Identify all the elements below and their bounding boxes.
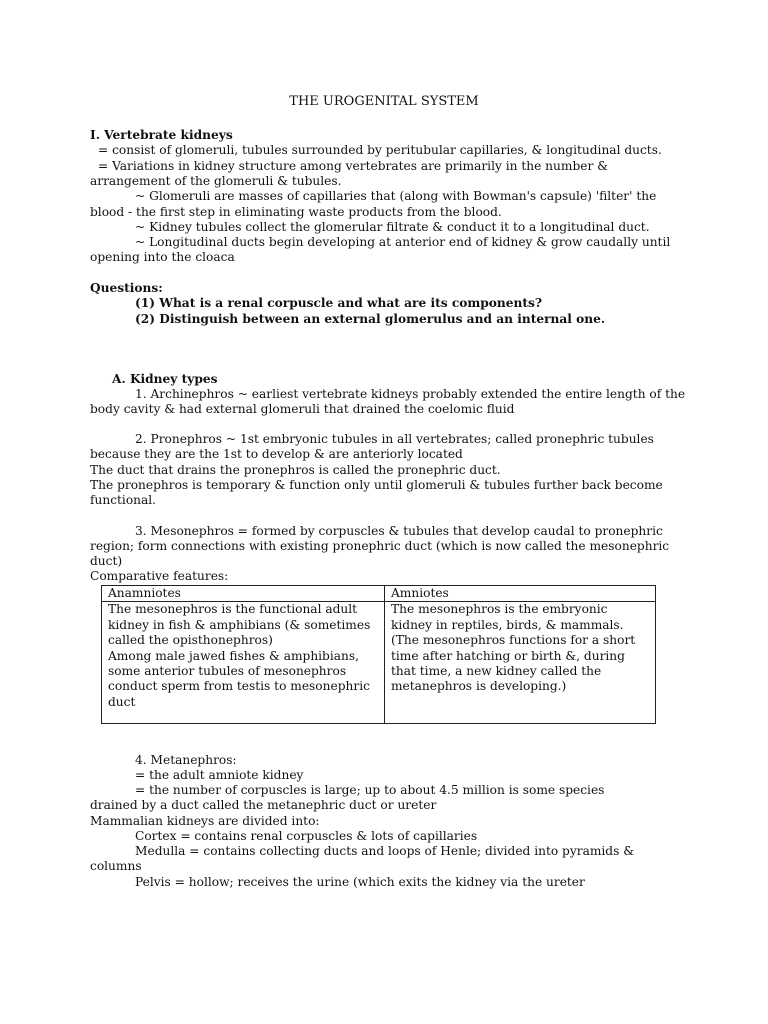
cell-line: time after hatching or birth &, during [391, 648, 625, 663]
cell-line: that time, a new kidney called the [391, 664, 602, 679]
text-line: 1. Archinephros ~ earliest vertebrate kidneys probably extended the entire length of the [135, 387, 686, 401]
text-line: The duct that drains the pronephros is called the pronephric duct. [90, 463, 501, 477]
table-header-amniotes: Amniotes [385, 586, 656, 602]
kidney-types-heading: A. Kidney types [112, 372, 218, 386]
cell-line: some anterior tubules of mesonephros [108, 664, 347, 679]
text-line: duct) [90, 554, 123, 568]
table-row [102, 602, 656, 724]
text-line: 3. Mesonephros = formed by corpuscles & tubules that develop caudal to pronephric [135, 524, 663, 538]
comparative-features-table [101, 585, 656, 724]
text-line: = consist of glomeruli, tubules surrounded by peritubular capillaries, & longitudinal ducts. [98, 143, 662, 157]
cell-line: conduct sperm from testis to mesonephric [108, 679, 370, 694]
cell-line: metanephros is developing.) [391, 679, 567, 694]
text-line: arrangement of the glomeruli & tubules. [90, 174, 342, 188]
table-header-row [102, 586, 656, 602]
text-line: columns [90, 859, 142, 873]
text-line: region; form connections with existing pronephric duct (which is now called the mesonephric [90, 539, 670, 553]
text-line: functional. [90, 493, 157, 507]
text-line: Cortex = contains renal corpuscles & lots of capillaries [135, 829, 478, 843]
text-line: = Variations in kidney structure among vertebrates are primarily in the number & [98, 159, 609, 173]
cell-line: (The mesonephros functions for a short [391, 633, 636, 648]
text-line: Comparative features: [90, 569, 229, 583]
question-item: (1) What is a renal corpuscle and what are its components? [135, 296, 543, 310]
cell-line: The mesonephros is the functional adult [108, 602, 358, 617]
text-line: drained by a duct called the metanephric duct or ureter [90, 798, 437, 812]
cell-line: kidney in reptiles, birds, & mammals. [391, 617, 624, 632]
text-line: Pelvis = hollow; receives the urine (which exits the kidney via the ureter [135, 875, 585, 889]
text-line: ~ Glomeruli are masses of capillaries that (along with Bowman's capsule) 'filter' the [135, 189, 657, 203]
text-line: ~ Kidney tubules collect the glomerular filtrate & conduct it to a longitudinal duct. [135, 220, 650, 234]
text-line: 2. Pronephros ~ 1st embryonic tubules in all vertebrates; called pronephric tubules [135, 432, 654, 446]
text-line: The pronephros is temporary & function only until glomeruli & tubules further back become [90, 478, 663, 492]
questions-heading: Questions: [90, 281, 163, 295]
cell-line: kidney in fish & amphibians (& sometimes [108, 617, 371, 632]
table-header-anamniotes: Anamniotes [102, 586, 385, 602]
cell-line: Among male jawed fishes & amphibians, [108, 648, 360, 663]
cell-line: called the opisthonephros) [108, 633, 273, 648]
text-line: 4. Metanephros: [135, 753, 237, 767]
text-line: ~ Longitudinal ducts begin developing at anterior end of kidney & grow caudally until [135, 235, 671, 249]
text-line: Medulla = contains collecting ducts and loops of Henle; divided into pyramids & [135, 844, 635, 858]
text-line: Mammalian kidneys are divided into: [90, 814, 320, 828]
table-cell-amniotes [385, 602, 656, 724]
question-item: (2) Distinguish between an external glomerulus and an internal one. [135, 312, 606, 326]
text-line: body cavity & had external glomeruli that drained the coelomic fluid [90, 402, 515, 416]
text-line: = the adult amniote kidney [135, 768, 304, 782]
cell-line: The mesonephros is the embryonic [391, 602, 608, 617]
section-heading-vertebrate-kidneys: I. Vertebrate kidneys [90, 128, 233, 142]
cell-line: duct [108, 694, 136, 709]
text-line: opening into the cloaca [90, 250, 235, 264]
text-line: blood - the first step in eliminating waste products from the blood. [90, 205, 502, 219]
table-cell-anamniotes [102, 602, 385, 724]
document-title: THE UROGENITAL SYSTEM [289, 94, 479, 109]
text-line: because they are the 1st to develop & are anteriorly located [90, 447, 463, 461]
text-line: = the number of corpuscles is large; up to about 4.5 million is some species [135, 783, 605, 797]
